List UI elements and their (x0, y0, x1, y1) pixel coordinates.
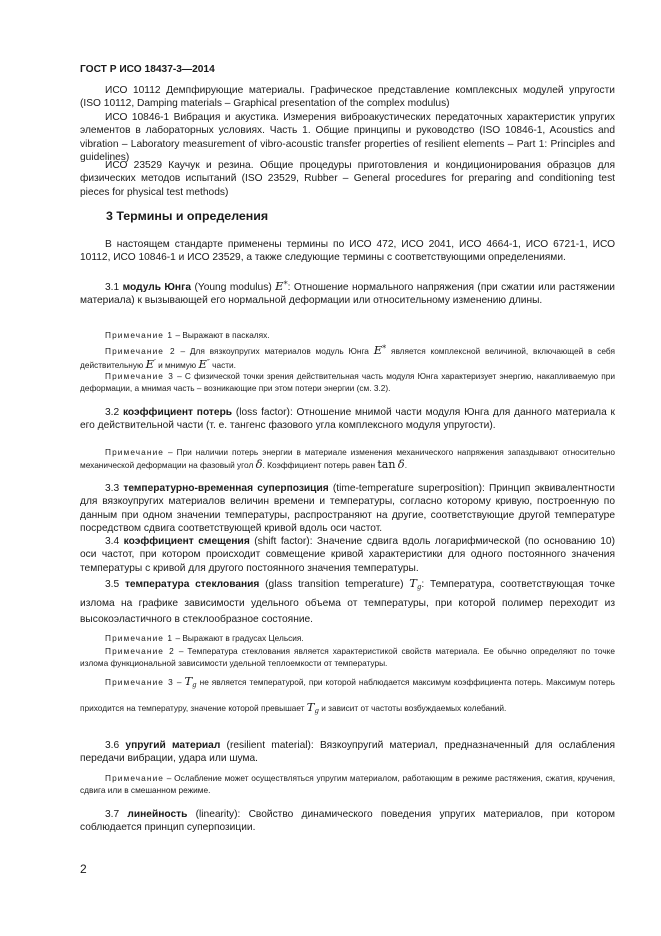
note-text: – (173, 677, 185, 687)
term-definition: : Отношение мнимой части модуля Юнга для данного материала к его действительной части (т. е. тангенс фазового угла комплексного модуля упругости). (80, 407, 615, 432)
symbol-delta: δ (397, 457, 405, 472)
reference-iso-10846-1: ИСО 10846-1 Вибрация и акустика. Измерения виброакустических передаточных характеристик упругих элементов в лабораторных условиях. Часть 1. Общие принципы и руководство (ISO 10846-1, Acoustics and vibration – Laboratory measurement of vibro-acoustic transfer properties of resilient elements – Part 1: Principles and guidelines) (80, 112, 615, 164)
symbol-star: * (283, 280, 288, 289)
note-3-2 (80, 446, 615, 471)
term-english: (time-temperature superposition) (328, 483, 483, 494)
term-name: линейность (127, 809, 188, 820)
symbol-prime: ′ (153, 358, 156, 368)
term-number: 3.6 (105, 740, 120, 751)
term-definition: : Температура, соответствующая точке излома на графике зависимости удельного объема от температуры, при которой полимер переходит из высокоэластичного в стеклообразное состояние. (80, 579, 615, 625)
note-label: Примечание 3 (105, 371, 174, 381)
term-english: (linearity) (187, 809, 238, 820)
note-text: не является температурой, при которой наблюдается максимум коэффициента потерь. Максимум потерь приходится на температуру, значение которой превышает (80, 677, 615, 713)
symbol-e: E (275, 279, 284, 293)
symbol-star: * (382, 344, 387, 353)
symbol-sub-g: g (416, 583, 422, 591)
symbol-tan: tan (377, 458, 396, 472)
note-text: является комплексной величиной, включающей в себя действительную (80, 346, 615, 371)
reference-iso-23529: ИСО 23529 Каучук и резина. Общие процедуры приготовления и кондиционирования образцов для физических методов испытаний (ISO 23529, Rubber – General procedures for preparing and conditioning test pieces for physical test methods) (80, 160, 615, 198)
note-label: Примечание 1 (105, 633, 174, 643)
term-english: (glass transition temperature) (259, 579, 410, 590)
note-text: – Ослабление может осуществляться упругим материалом, работающим в режиме растяжения, сжатия, кручения, сдвига или в смешанном режиме. (80, 773, 615, 796)
note-3-5-3 (80, 670, 615, 722)
symbol-double-prime: ″ (206, 358, 210, 368)
term-3-4 (80, 535, 615, 575)
note-text: – Выражают в паскалях. (173, 330, 270, 340)
term-definition: : Вязкоупругий материал, предназначенный для ослабления передачи вибрации, удара или шума. (80, 740, 615, 765)
note-label: Примечание 2 (105, 346, 176, 356)
term-name: температура стеклования (124, 579, 260, 590)
term-number: 3.1 (105, 282, 120, 293)
term-3-2 (80, 406, 615, 433)
symbol-sub-g: g (314, 707, 319, 715)
note-label: Примечание (105, 447, 165, 457)
term-name: модуль Юнга (122, 282, 191, 293)
symbol-e: E (145, 357, 154, 372)
note-text: – Выражают в градусах Цельсия. (173, 633, 304, 643)
term-name: коэффициент потерь (122, 407, 233, 418)
symbol-t: T (409, 576, 417, 590)
term-definition: : Значение сдвига вдоль логарифмической (по основанию 10) оси частот, при котором происходит совмещение кривой характеристики для одного постоянного значения температуры с кривой для другого постоянного значения температуры. (80, 536, 615, 574)
note-text: и зависит от частоты возбуждаемых колебаний. (318, 703, 507, 713)
term-definition: : Свойство динамического поведения упругих материалов, при котором соблюдается принцип суперпозиции. (80, 809, 615, 834)
term-number: 3.4 (105, 536, 120, 547)
note-label: Примечание 3 (105, 677, 174, 687)
note-text: и мнимую (155, 360, 199, 371)
term-3-5 (80, 576, 615, 627)
term-english: (shift factor) (249, 536, 310, 547)
note-3-1-1 (80, 329, 615, 341)
term-3-3 (80, 482, 615, 536)
note-3-5-1 (80, 632, 615, 644)
document-header: ГОСТ Р ИСО 18437-3—2014 (80, 64, 215, 75)
note-text: части. (209, 360, 236, 371)
section-title: 3 Термины и определения (106, 209, 269, 223)
note-label: Примечание 2 (105, 646, 175, 656)
term-definition: : Принцип эквивалентности для вязкоупругих материалов величин времени и температуры, согласно которому кривую, построенную по данным при одном значении температуры, распространяют на другие, соответствующие другой температуре посредством сдвига соответствующей кривой вдоль оси частот. (80, 483, 615, 535)
note-text: – Для вязкоупругих материалов модуль Юнга (175, 346, 374, 356)
term-name: температурно-временная суперпозиция (123, 483, 329, 494)
term-number: 3.7 (105, 809, 120, 820)
term-3-1 (80, 278, 615, 308)
term-number: 3.3 (105, 483, 120, 494)
page-number: 2 (80, 862, 87, 876)
note-3-5-2 (80, 645, 615, 669)
term-definition: : Отношение нормального напряжения (при сжатии или растяжении материала) к вызывающей его нормальной деформации или относительному изменению длины. (80, 282, 615, 307)
note-3-1-3 (80, 370, 615, 394)
symbol-e: E (373, 343, 383, 357)
note-3-1-2 (80, 343, 615, 371)
note-text: – С физической точки зрения действительная часть модуля Юнга характеризует энергию, накапливаемую при деформации, а мнимая часть – возникающие при этом потери энергии (см. 3.2). (80, 371, 615, 394)
note-text: – При наличии потерь энергии в материале изменения механического напряжения запаздывают относительно механической деформации на фазовый угол (80, 447, 615, 471)
note-label: Примечание (105, 773, 165, 783)
term-name: упругий материал (125, 740, 221, 751)
note-end: . (404, 460, 407, 471)
note-text: . Коэффициент потерь равен (262, 460, 378, 471)
section-intro: В настоящем стандарте применены термины по ИСО 472, ИСО 2041, ИСО 4664-1, ИСО 6721-1, ИСО 10112, ИСО 10846-1 и ИСО 23529, а также следующие термины с соответствующими определениями. (80, 239, 615, 264)
term-3-7 (80, 808, 615, 835)
term-number: 3.5 (105, 579, 120, 590)
symbol-t: T (184, 674, 193, 688)
term-english: (Young modulus) (191, 282, 276, 293)
symbol-delta: δ (255, 457, 263, 472)
symbol-sub-g: g (192, 681, 197, 689)
term-name: коэффициент смещения (123, 536, 250, 547)
term-3-6 (80, 739, 615, 766)
reference-iso-10112: ИСО 10112 Демпфирующие материалы. Графическое представление комплексных модулей упругости (ISO 10112, Damping materials – Graphical presentation of the complex modulus) (80, 85, 615, 110)
term-number: 3.2 (105, 407, 120, 418)
term-english: (loss factor) (232, 407, 290, 418)
note-label: Примечание 1 (105, 330, 174, 340)
term-english: (resilient material) (220, 740, 311, 751)
symbol-e: E (198, 357, 207, 372)
note-3-6 (80, 772, 615, 796)
note-text: – Температура стеклования является характеристикой свойств материала. Ее обычно определяют по точке излома функциональной зависимости удельной теплоемкости от температуры. (80, 646, 615, 669)
symbol-t: T (306, 700, 315, 714)
